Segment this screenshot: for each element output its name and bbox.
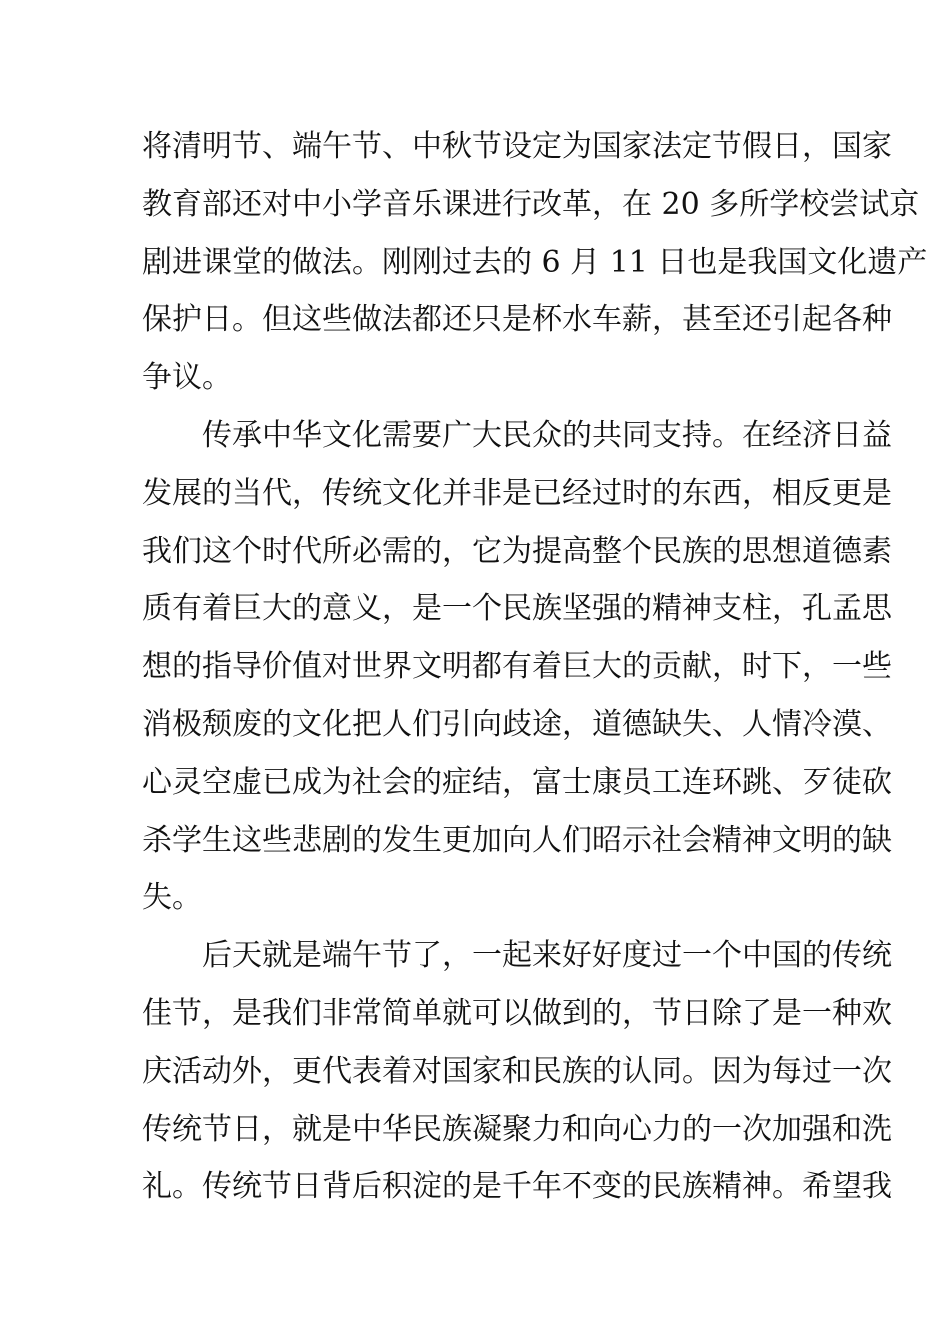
text-line: 想的指导价值对世界文明都有着巨大的贡献，时下，一些	[142, 649, 892, 685]
text-line: 争议。	[142, 360, 232, 396]
paragraph-start-line: 传承中华文化需要广大民众的共同支持。在经济日益	[202, 417, 892, 453]
text-line: 失。	[142, 880, 202, 916]
text-line: 保护日。但这些做法都还只是杯水车薪，甚至还引起各种	[142, 302, 892, 338]
text-line: 传统节日，就是中华民族凝聚力和向心力的一次加强和洗	[142, 1111, 892, 1147]
text-line: 杀学生这些悲剧的发生更加向人们昭示社会精神文明的缺	[142, 822, 892, 858]
text-line: 佳节，是我们非常简单就可以做到的，节日除了是一种欢	[142, 995, 892, 1031]
text-line: 消极颓废的文化把人们引向歧途，道德缺失、人情冷漠、	[142, 706, 892, 742]
text-line: 教育部还对中小学音乐课进行改革，在 20 多所学校尝试京	[142, 186, 920, 222]
paragraph-start-line: 后天就是端午节了，一起来好好度过一个中国的传统	[202, 938, 892, 974]
body-text	[142, 118, 928, 1216]
text-line: 发展的当代，传统文化并非是已经过时的东西，相反更是	[142, 475, 892, 511]
text-line: 我们这个时代所必需的，它为提高整个民族的思想道德素	[142, 533, 892, 569]
text-line: 礼。传统节日背后积淀的是千年不变的民族精神。希望我	[142, 1169, 892, 1205]
text-line: 剧进课堂的做法。刚刚过去的 6 月 11 日也是我国文化遗产	[142, 244, 928, 280]
text-line: 庆活动外，更代表着对国家和民族的认同。因为每过一次	[142, 1053, 892, 1089]
text-line: 将清明节、端午节、中秋节设定为国家法定节假日，国家	[142, 129, 892, 164]
text-line: 质有着巨大的意义，是一个民族坚强的精神支柱，孔孟思	[142, 591, 892, 627]
text-line: 心灵空虚已成为社会的症结，富士康员工连环跳、歹徒砍	[142, 764, 892, 800]
